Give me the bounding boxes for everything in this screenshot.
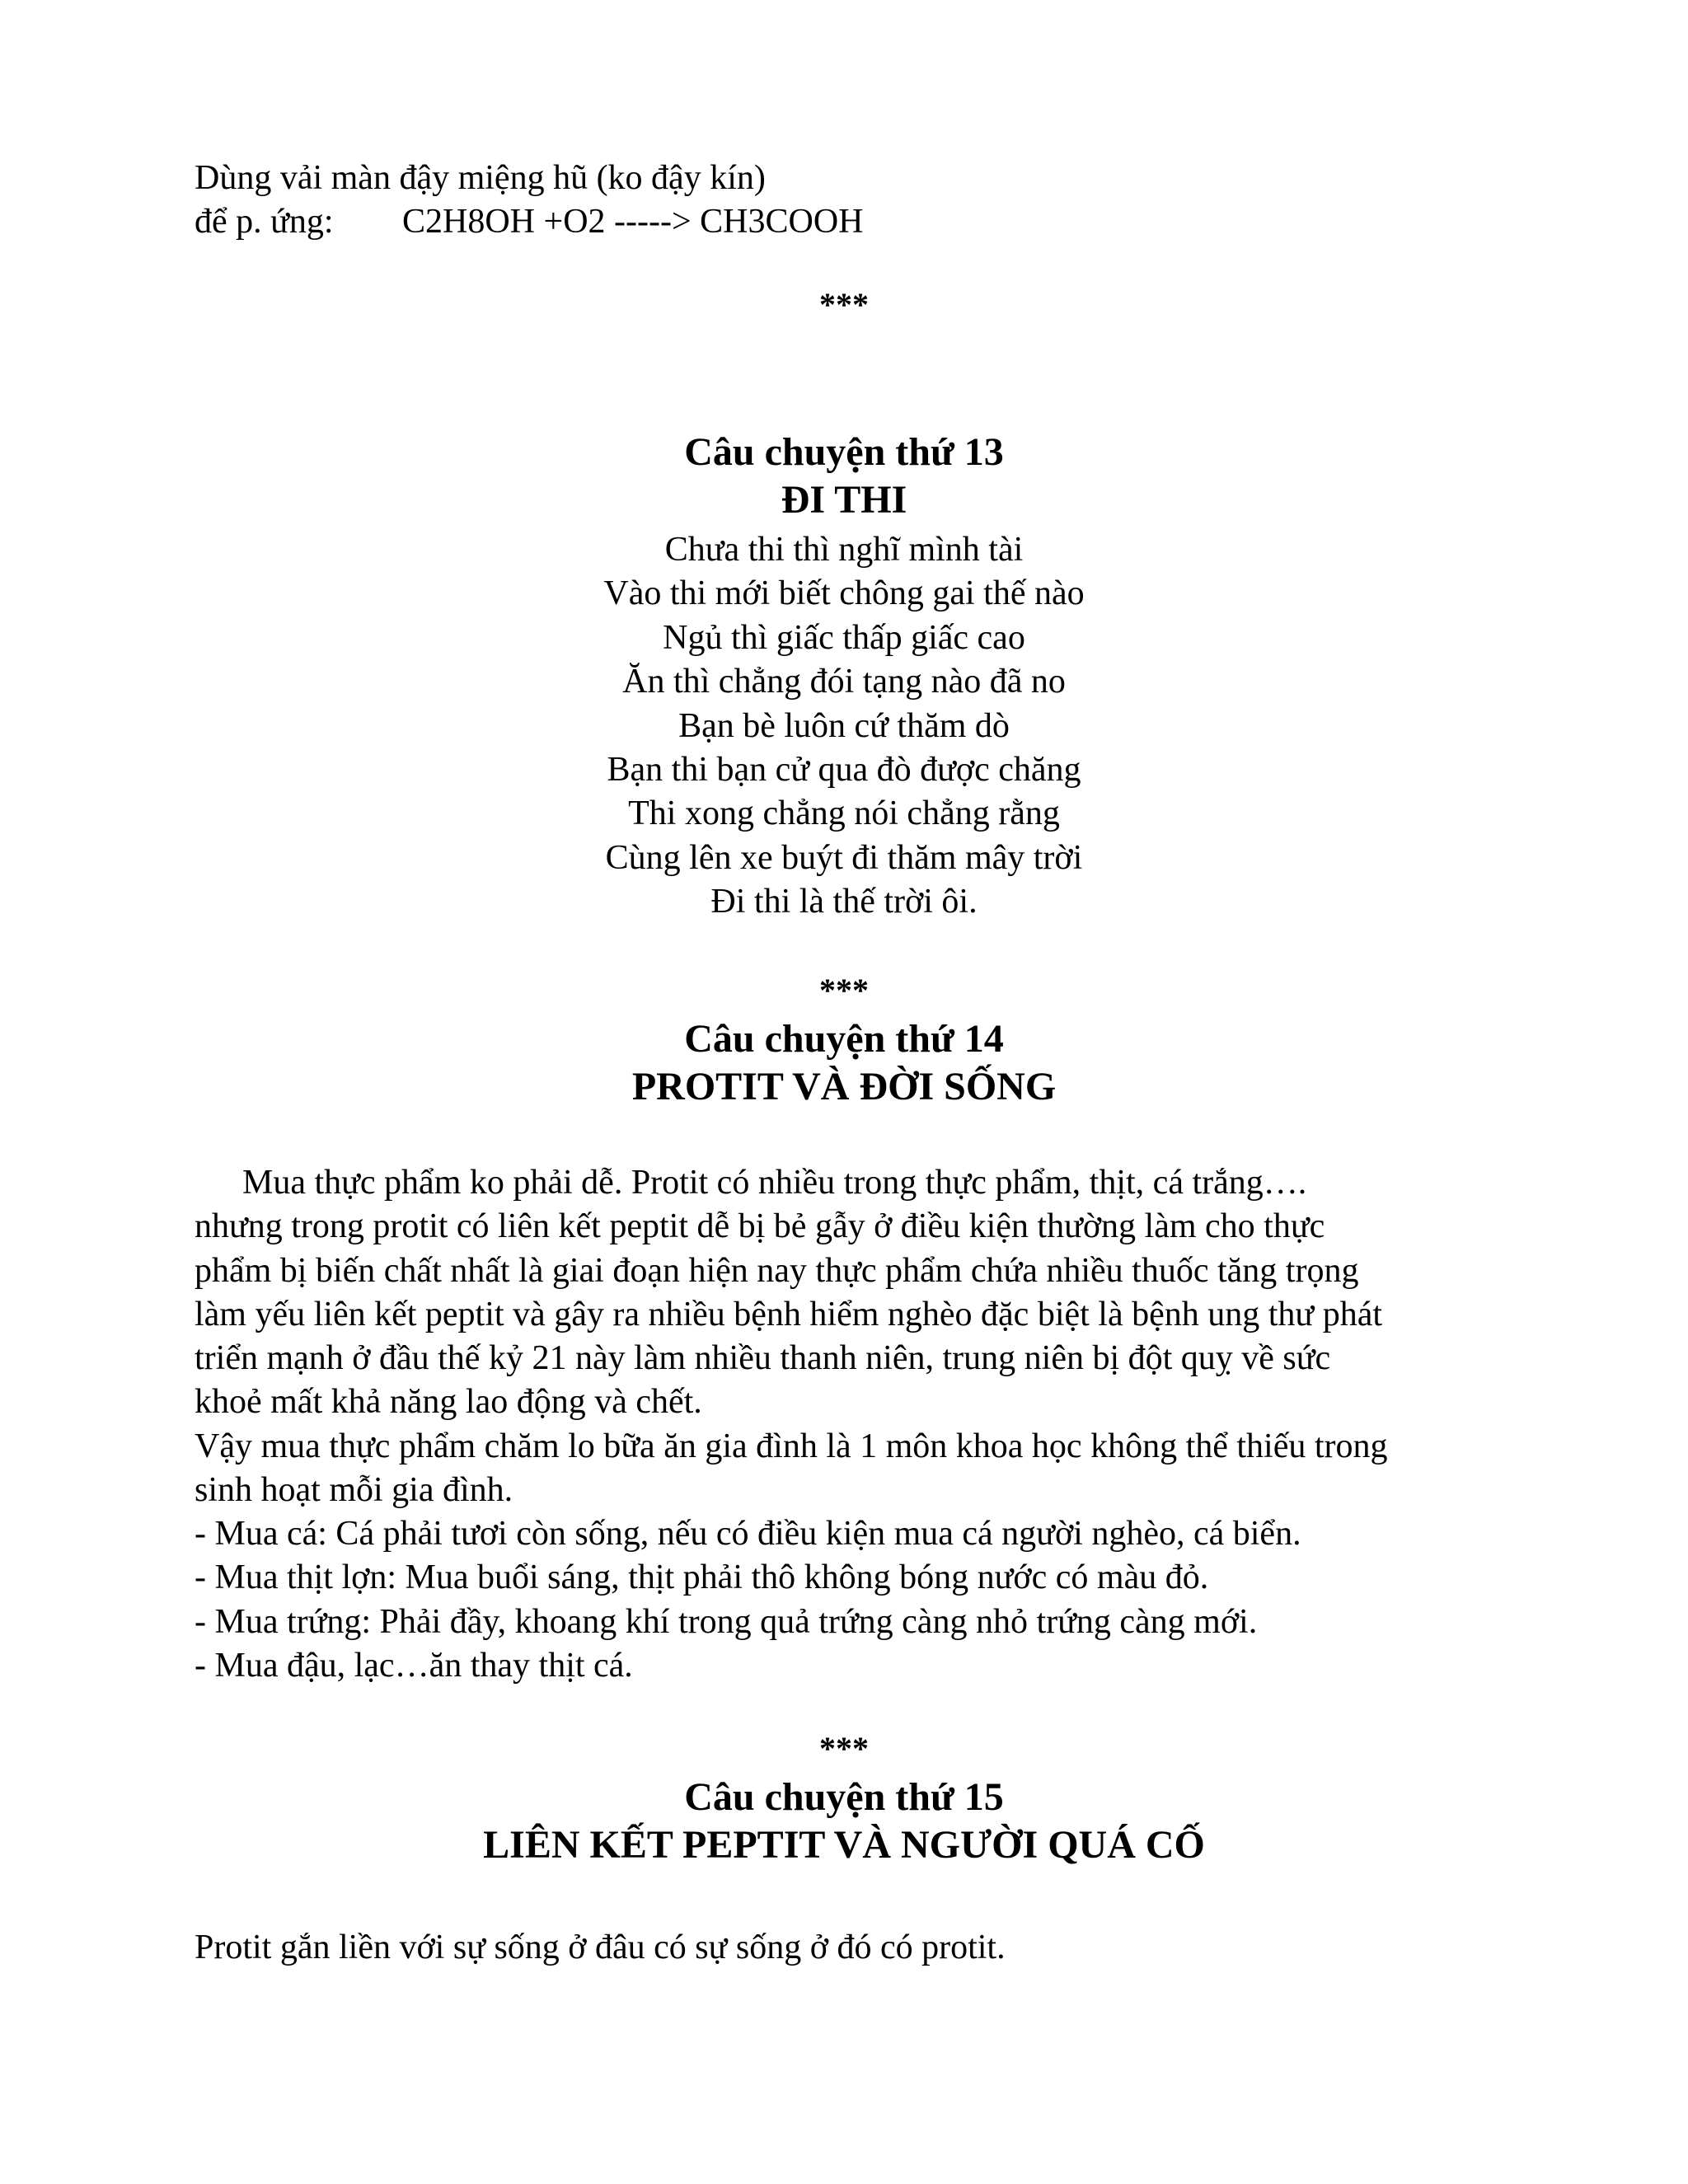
- poem-line: Cùng lên xe buýt đi thăm mây trời: [605, 838, 1083, 877]
- reaction-label: để p. ứng:: [195, 203, 334, 241]
- story14-paragraph-1: [195, 1161, 1530, 1512]
- separator-stars-3: ***: [819, 1730, 869, 1767]
- paragraph-line: phẩm bị biến chất nhất là giai đoạn hiện nay thực phẩm chứa nhiều thuốc tăng trọng: [195, 1251, 1359, 1290]
- poem-line: Thi xong chẳng nói chẳng rằng: [628, 794, 1060, 833]
- paragraph-line: khoẻ mất khả năng lao động và chết.: [195, 1383, 702, 1422]
- story13-poem: [0, 528, 1688, 925]
- reaction-equation: C2H8OH +O2 -----> CH3COOH: [402, 203, 864, 241]
- list-item: - Mua cá: Cá phải tươi còn sống, nếu có điều kiện mua cá người nghèo, cá biển.: [195, 1515, 1301, 1553]
- story14-shopping-list: [195, 1512, 1530, 1688]
- story13-title: ĐI THI: [781, 478, 907, 522]
- story15-paragraph-1: Protit gắn liền với sự sống ở đâu có sự sống ở đó có protit.: [195, 1929, 1006, 1966]
- story15-heading: Câu chuyện thứ 15: [684, 1775, 1004, 1819]
- paragraph-line: nhưng trong protit có liên kết peptit dễ bị bẻ gẫy ở điều kiện thường làm cho thực: [195, 1207, 1325, 1246]
- poem-line: Bạn thi bạn cử qua đò được chăng: [607, 751, 1081, 790]
- paragraph-line: triển mạnh ở đầu thế kỷ 21 này làm nhiều thanh niên, trung niên bị đột quỵ về sức: [195, 1339, 1331, 1378]
- poem-line: Vào thi mới biết chông gai thế nào: [603, 574, 1085, 613]
- list-item: - Mua thịt lợn: Mua buổi sáng, thịt phải thô không bóng nước có màu đỏ.: [195, 1558, 1209, 1597]
- separator-stars-2: ***: [819, 972, 869, 1009]
- poem-line: Đi thi là thế trời ôi.: [710, 883, 978, 921]
- paragraph-line: làm yếu liên kết peptit và gây ra nhiều bệnh hiểm nghèo đặc biệt là bệnh ung thư phát: [195, 1295, 1383, 1333]
- story13-heading: Câu chuyện thứ 13: [684, 430, 1004, 474]
- poem-line: Ngủ thì giấc thấp giấc cao: [663, 618, 1025, 657]
- list-item: - Mua trứng: Phải đầy, khoang khí trong quả trứng càng nhỏ trứng càng mới.: [195, 1602, 1258, 1641]
- intro-line-1: Dùng vải màn đậy miệng hũ (ko đậy kín): [195, 159, 766, 197]
- list-item: - Mua đậu, lạc…ăn thay thịt cá.: [195, 1646, 633, 1685]
- poem-line: Bạn bè luôn cứ thăm dò: [678, 706, 1010, 745]
- story14-heading: Câu chuyện thứ 14: [684, 1017, 1004, 1061]
- story15-title: LIÊN KẾT PEPTIT VÀ NGƯỜI QUÁ CỐ: [483, 1823, 1205, 1867]
- paragraph-line: Mua thực phẩm ko phải dễ. Protit có nhiều trong thực phẩm, thịt, cá trắng….: [242, 1164, 1307, 1202]
- poem-line: Chưa thi thì nghĩ mình tài: [664, 531, 1024, 569]
- paragraph-line: Vậy mua thực phẩm chăm lo bữa ăn gia đình là 1 môn khoa học không thể thiếu trong: [195, 1427, 1388, 1465]
- story14-title: PROTIT VÀ ĐỜI SỐNG: [631, 1065, 1057, 1108]
- poem-line: Ăn thì chẳng đói tạng nào đã no: [622, 663, 1066, 701]
- reaction-line: [195, 200, 864, 244]
- paragraph-line: sinh hoạt mỗi gia đình.: [195, 1471, 513, 1510]
- separator-stars-1: ***: [819, 286, 869, 323]
